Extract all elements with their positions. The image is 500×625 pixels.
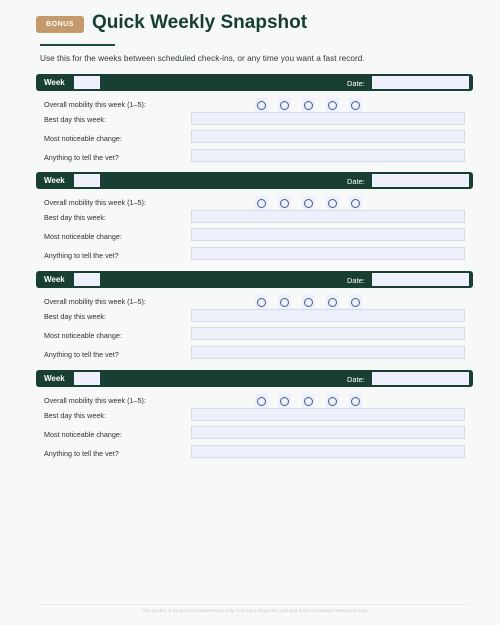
week-header-bar [36, 370, 473, 387]
change-label: Most noticeable change: [44, 232, 122, 241]
week-section [36, 271, 473, 359]
mobility-rating-radio[interactable] [304, 397, 313, 406]
mobility-rating-radio[interactable] [280, 199, 289, 208]
week-number-field[interactable] [74, 372, 100, 385]
footer-divider [40, 604, 470, 605]
mobility-rating-radio[interactable] [257, 397, 266, 406]
week-label: Week [44, 176, 65, 185]
week-number-field[interactable] [74, 174, 100, 187]
change-label: Most noticeable change: [44, 331, 122, 340]
tell-vet-label: Anything to tell the vet? [44, 153, 119, 162]
date-label: Date: [347, 275, 365, 285]
date-field[interactable] [372, 273, 469, 286]
mobility-rating-radio[interactable] [304, 298, 313, 307]
mobility-rating-radio[interactable] [351, 101, 360, 110]
tell-vet-label: Anything to tell the vet? [44, 251, 119, 260]
tell-vet-label: Anything to tell the vet? [44, 350, 119, 359]
week-header-bar [36, 74, 473, 91]
intro-text: Use this for the weeks between scheduled check-ins, or any time you want a fast record. [40, 53, 365, 63]
week-label: Week [44, 275, 65, 284]
best-day-field[interactable] [191, 309, 465, 322]
mobility-label: Overall mobility this week (1–5): [44, 100, 146, 109]
date-field[interactable] [372, 76, 469, 89]
date-field[interactable] [372, 372, 469, 385]
mobility-rating-radio[interactable] [351, 298, 360, 307]
mobility-rating-radio[interactable] [280, 298, 289, 307]
best-day-field[interactable] [191, 408, 465, 421]
mobility-rating-radio[interactable] [328, 101, 337, 110]
best-day-label: Best day this week: [44, 115, 106, 124]
change-field[interactable] [191, 327, 465, 340]
best-day-field[interactable] [191, 112, 465, 125]
week-header-bar [36, 172, 473, 189]
mobility-rating-radio[interactable] [351, 199, 360, 208]
mobility-rating-radio[interactable] [328, 199, 337, 208]
mobility-rating-radio[interactable] [304, 101, 313, 110]
week-number-field[interactable] [74, 76, 100, 89]
mobility-label: Overall mobility this week (1–5): [44, 297, 146, 306]
page-title: Quick Weekly Snapshot [92, 12, 308, 33]
mobility-rating-radio[interactable] [328, 298, 337, 307]
bonus-badge: BONUS [36, 16, 84, 33]
mobility-rating-radio[interactable] [257, 298, 266, 307]
week-section [36, 172, 473, 260]
mobility-rating-radio[interactable] [351, 397, 360, 406]
best-day-field[interactable] [191, 210, 465, 223]
best-day-label: Best day this week: [44, 312, 106, 321]
title-underline [40, 44, 115, 46]
tell-vet-field[interactable] [191, 149, 465, 162]
mobility-label: Overall mobility this week (1–5): [44, 198, 146, 207]
mobility-rating-radio[interactable] [280, 101, 289, 110]
mobility-rating-radio[interactable] [328, 397, 337, 406]
change-label: Most noticeable change: [44, 134, 122, 143]
best-day-label: Best day this week: [44, 411, 106, 420]
mobility-rating-radio[interactable] [257, 199, 266, 208]
footer-disclaimer: This tracker is for personal observation only. It is not a diagnostic tool and does not replace veterinary care. [141, 609, 369, 614]
mobility-rating-radio[interactable] [304, 199, 313, 208]
mobility-rating-radio[interactable] [257, 101, 266, 110]
mobility-rating-radio[interactable] [280, 397, 289, 406]
tell-vet-field[interactable] [191, 346, 465, 359]
change-label: Most noticeable change: [44, 430, 122, 439]
best-day-label: Best day this week: [44, 213, 106, 222]
date-label: Date: [347, 374, 365, 384]
week-label: Week [44, 374, 65, 383]
week-header-bar [36, 271, 473, 288]
week-label: Week [44, 78, 65, 87]
tell-vet-field[interactable] [191, 445, 465, 458]
change-field[interactable] [191, 426, 465, 439]
mobility-label: Overall mobility this week (1–5): [44, 396, 146, 405]
change-field[interactable] [191, 228, 465, 241]
date-field[interactable] [372, 174, 469, 187]
change-field[interactable] [191, 130, 465, 143]
date-label: Date: [347, 176, 365, 186]
week-number-field[interactable] [74, 273, 100, 286]
tell-vet-field[interactable] [191, 247, 465, 260]
date-label: Date: [347, 78, 365, 88]
week-section [36, 370, 473, 458]
week-section [36, 74, 473, 162]
tell-vet-label: Anything to tell the vet? [44, 449, 119, 458]
